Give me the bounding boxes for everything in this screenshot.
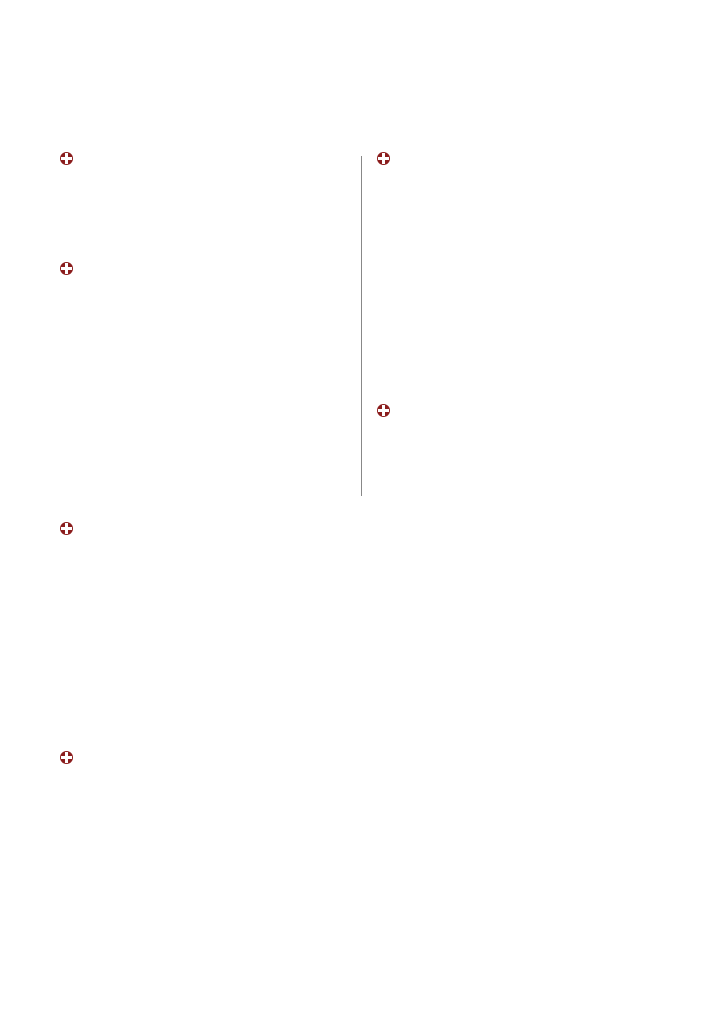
section-heading-gathering xyxy=(60,150,80,168)
section-heading-intercessions xyxy=(60,749,80,767)
cross-icon xyxy=(377,152,390,165)
cross-icon xyxy=(60,751,73,764)
cross-icon xyxy=(377,404,390,417)
section-heading-eucharist xyxy=(377,150,397,168)
cross-icon xyxy=(60,522,73,535)
column-divider xyxy=(361,156,362,496)
section-heading-dismissal xyxy=(377,402,397,420)
cross-icon xyxy=(60,152,73,165)
cross-icon xyxy=(60,262,73,275)
section-heading-psalm xyxy=(60,520,80,538)
section-heading-word xyxy=(60,260,80,278)
